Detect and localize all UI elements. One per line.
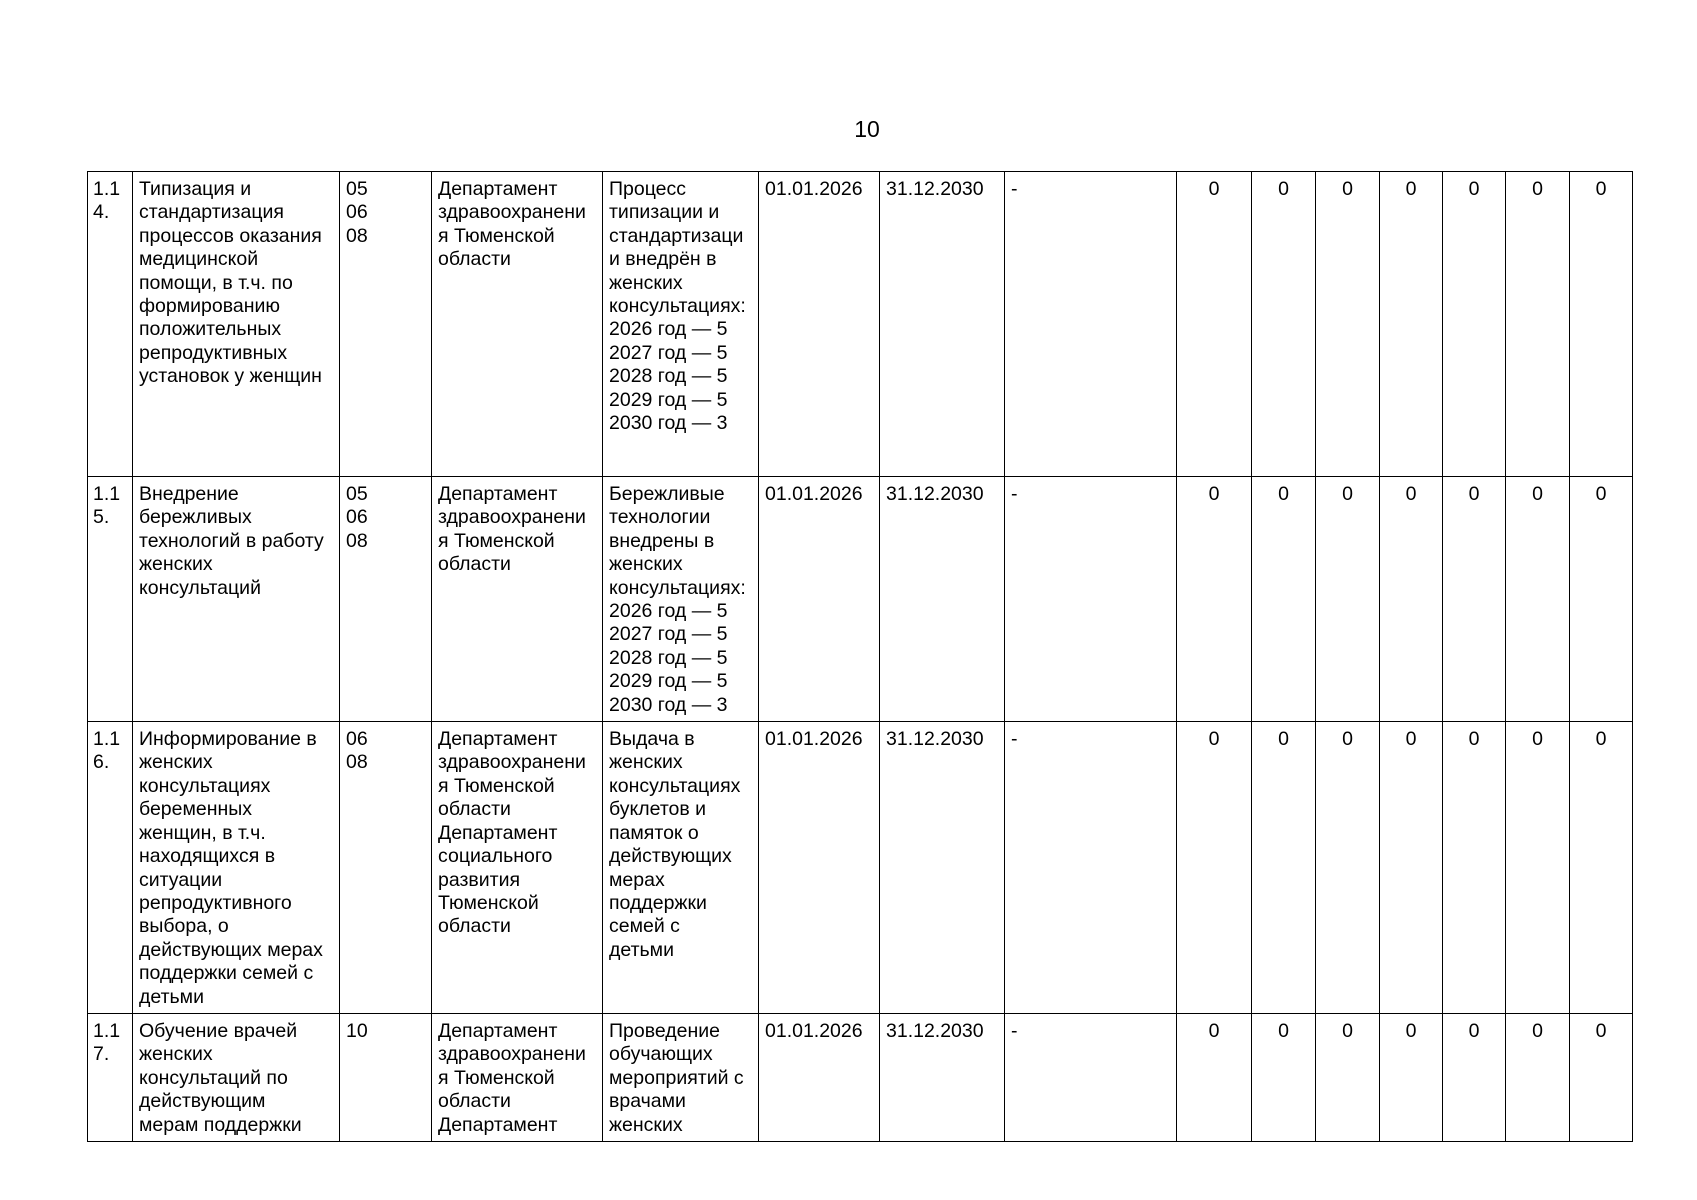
responsible-executor: Департамент здравоохранени я Тюменской области	[432, 477, 603, 722]
program-codes: 05 06 08	[340, 477, 432, 722]
start-date: 01.01.2026	[759, 722, 880, 1014]
table-row	[88, 1013, 1633, 1141]
value-cell: 0	[1506, 722, 1570, 1014]
value-cell: 0	[1506, 172, 1570, 477]
responsible-executor: Департамент здравоохранени я Тюменской области Департамент	[432, 1013, 603, 1141]
value-cell: 0	[1380, 722, 1443, 1014]
row-number: 1.1 7.	[88, 1013, 133, 1141]
event-name: Информирование в женских консультациях беременных женщин, в т.ч. находящихся в ситуации репродуктивного выбора, о действующих мерах поддержки семей с детьми	[133, 722, 340, 1014]
value-cell: 0	[1252, 1013, 1316, 1141]
expected-result: Процесс типизации и стандартизаци и внедрён в женских консультациях: 2026 год — 5 2027 год — 5 2028 год — 5 2029 год — 5 2030 год — 3	[603, 172, 759, 477]
dash-cell: -	[1005, 477, 1177, 722]
activities-table	[87, 171, 1633, 1142]
event-name: Обучение врачей женских консультаций по действующим мерам поддержки	[133, 1013, 340, 1141]
value-cell: 0	[1443, 722, 1506, 1014]
value-cell: 0	[1252, 477, 1316, 722]
value-cell: 0	[1380, 477, 1443, 722]
value-cell: 0	[1316, 1013, 1380, 1141]
value-cell: 0	[1252, 172, 1316, 477]
event-name: Типизация и стандартизация процессов оказания медицинской помощи, в т.ч. по формированию положительных репродуктивных установок у женщин	[133, 172, 340, 477]
start-date: 01.01.2026	[759, 1013, 880, 1141]
value-cell: 0	[1443, 477, 1506, 722]
value-cell: 0	[1443, 172, 1506, 477]
value-cell: 0	[1380, 1013, 1443, 1141]
expected-result: Бережливые технологии внедрены в женских консультациях: 2026 год — 5 2027 год — 5 2028 год — 5 2029 год — 5 2030 год — 3	[603, 477, 759, 722]
value-cell: 0	[1177, 477, 1252, 722]
event-name: Внедрение бережливых технологий в работу женских консультаций	[133, 477, 340, 722]
value-cell: 0	[1570, 477, 1633, 722]
row-number: 1.1 5.	[88, 477, 133, 722]
program-codes: 06 08	[340, 722, 432, 1014]
end-date: 31.12.2030	[880, 1013, 1005, 1141]
dash-cell: -	[1005, 1013, 1177, 1141]
value-cell: 0	[1443, 1013, 1506, 1141]
program-codes: 10	[340, 1013, 432, 1141]
value-cell: 0	[1380, 172, 1443, 477]
start-date: 01.01.2026	[759, 172, 880, 477]
dash-cell: -	[1005, 722, 1177, 1014]
end-date: 31.12.2030	[880, 477, 1005, 722]
table-row	[88, 477, 1633, 722]
end-date: 31.12.2030	[880, 722, 1005, 1014]
value-cell: 0	[1570, 722, 1633, 1014]
row-number: 1.1 4.	[88, 172, 133, 477]
value-cell: 0	[1506, 477, 1570, 722]
table-row	[88, 172, 1633, 477]
value-cell: 0	[1316, 722, 1380, 1014]
responsible-executor: Департамент здравоохранени я Тюменской области	[432, 172, 603, 477]
value-cell: 0	[1570, 1013, 1633, 1141]
page-number: 10	[854, 116, 880, 142]
value-cell: 0	[1316, 172, 1380, 477]
value-cell: 0	[1177, 722, 1252, 1014]
value-cell: 0	[1506, 1013, 1570, 1141]
dash-cell: -	[1005, 172, 1177, 477]
expected-result: Проведение обучающих мероприятий с врачами женских	[603, 1013, 759, 1141]
value-cell: 0	[1252, 722, 1316, 1014]
row-number: 1.1 6.	[88, 722, 133, 1014]
table-row	[88, 722, 1633, 1014]
value-cell: 0	[1316, 477, 1380, 722]
expected-result: Выдача в женских консультациях буклетов и памяток о действующих мерах поддержки семей с детьми	[603, 722, 759, 1014]
value-cell: 0	[1177, 1013, 1252, 1141]
value-cell: 0	[1570, 172, 1633, 477]
responsible-executor: Департамент здравоохранени я Тюменской области Департамент социального развития Тюменской области	[432, 722, 603, 1014]
start-date: 01.01.2026	[759, 477, 880, 722]
program-codes: 05 06 08	[340, 172, 432, 477]
value-cell: 0	[1177, 172, 1252, 477]
end-date: 31.12.2030	[880, 172, 1005, 477]
